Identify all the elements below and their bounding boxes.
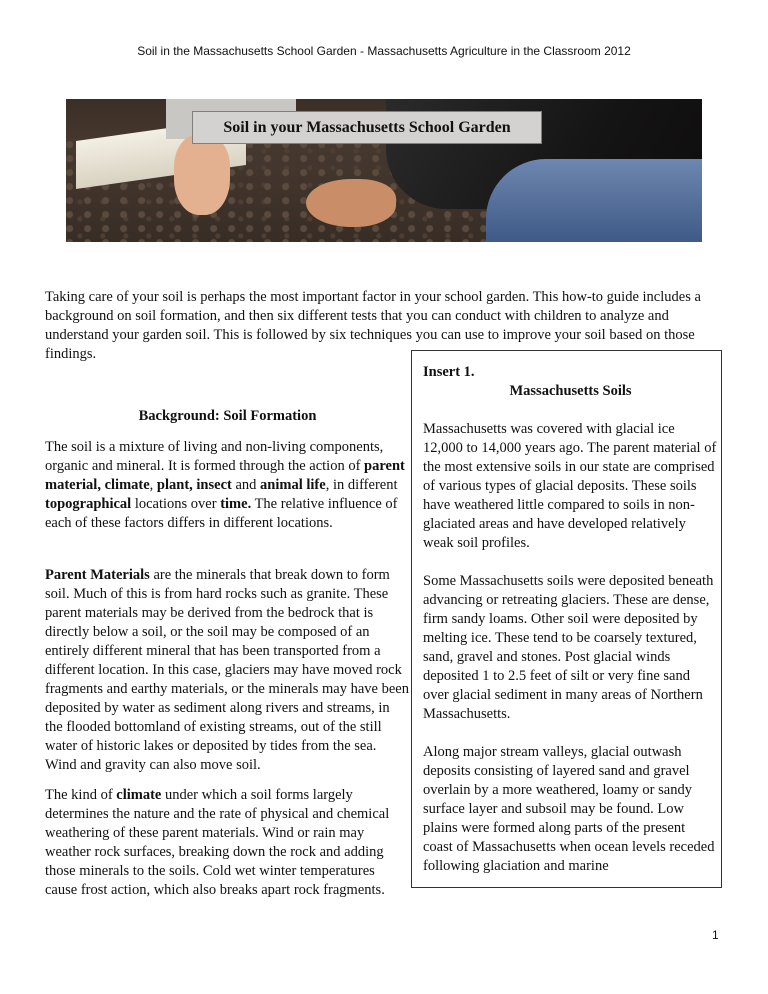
running-header: Soil in the Massachusetts School Garden - Massachusetts Agriculture in the Classroom 2012 (137, 44, 631, 58)
insert-box (411, 350, 722, 888)
paragraph-parent-materials: Parent Materials are the minerals that break down to form soil. Much of this is from hard rocks such as granite. These parent materials may be derived from the bedrock that is directly below a soil, or the soil may be composed of an entirely different mineral that has been transported from a different location. In this case, glaciers may have moved rock fragments and earthy materials, or the minerals may have been deposited by water as sediment along rivers and streams, in the flooded bottomland of existing streams, out of the still water of historic lakes or deposited by tides from the sea. Wind and gravity can also move soil. (45, 567, 409, 773)
banner-title: Soil in your Massachusetts School Garden (192, 111, 542, 144)
right-hand (306, 179, 396, 227)
blue-jeans (486, 159, 702, 242)
insert-paragraph: Massachusetts was covered with glacial ice 12,000 to 14,000 years ago. The parent material of the most extensive soils in our state are comprised of various types of glacial deposits. These soils have weathered little compared to soils in non-glaciated areas and have developed relatively weak soil profiles. (423, 421, 717, 551)
insert-title: Massachusetts Soils (509, 383, 632, 399)
left-hand (174, 135, 230, 215)
insert-label: Insert 1. (423, 364, 475, 380)
insert-paragraph: Some Massachusetts soils were deposited beneath advancing or retreating glaciers. These are dense, firm sandy loams. Other soil were deposited by melting ice. These tend to be coarsely textured, sand, gravel and stones. Post glacial winds deposited 1 to 2.5 feet of silt or very fine sand over glacial sediment in many areas of Northern Massachusetts. (423, 573, 714, 722)
section-heading: Background: Soil Formation (138, 408, 317, 424)
intro-paragraph: Taking care of your soil is perhaps the most important factor in your school garden. This how-to guide includes a background on soil formation, and then six different tests that you can conduct with children to analyze and understand your garden soil. This is followed by six techniques you can use to improve your soil based on those findings. (45, 289, 701, 362)
paragraph-climate: The kind of climate under which a soil forms largely determines the nature and the rate of physical and chemical weathering of these parent materials. Wind or rain may weather rock surfaces, breaking down the rock and adding those minerals to the soils. Cold wet winter temperatures cause frost action, which also breaks apart rock fragments. (45, 787, 390, 898)
insert-paragraph: Along major stream valleys, glacial outwash deposits consisting of layered sand and gravel overlain by a more weathered, loamy or sandy surface layer and subsoil may be found. Low plains were formed along parts of the present coast of Massachusetts when ocean levels receded following glaciation and marine (423, 744, 715, 874)
page-number: 1 (712, 928, 719, 942)
paragraph-soil-mixture: The soil is a mixture of living and non-living components, organic and mineral. It is formed through the action of parent material, climate, plant, insect and animal life, in different topographical locations over time. The relative influence of each of these factors differs in different locations. (45, 439, 405, 531)
